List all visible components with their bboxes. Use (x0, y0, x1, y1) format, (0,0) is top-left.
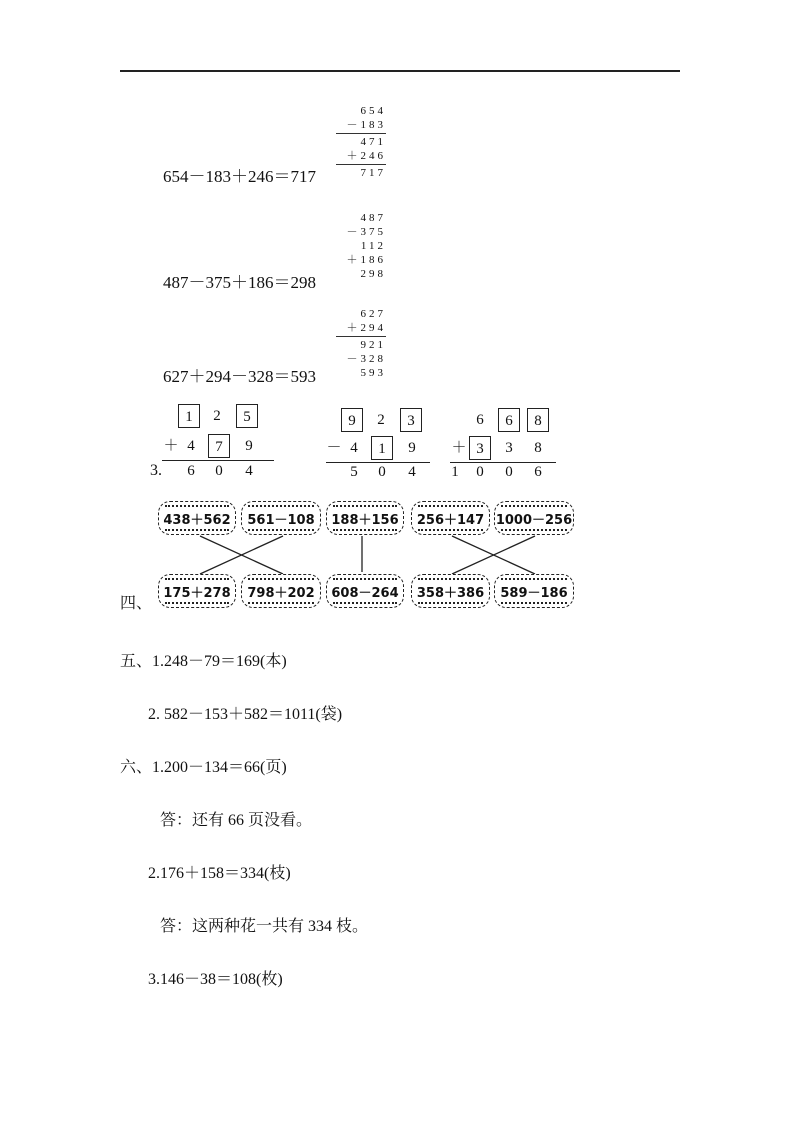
equation-3: 627＋294－328＝593 (163, 367, 316, 386)
digit: 0 (378, 464, 386, 480)
answer-box: 1 (178, 404, 200, 428)
expression-card: 561－108 (241, 501, 321, 535)
expression-card: 1000－256 (494, 501, 574, 535)
digit: 9 (245, 438, 253, 454)
calc-row: 654 (360, 105, 386, 117)
answer-box: 5 (236, 404, 258, 428)
expression-card: 175＋278 (158, 574, 236, 608)
digit: 6 (534, 464, 542, 480)
digit: 6 (476, 412, 484, 428)
expression-card: 589－186 (494, 574, 574, 608)
calc-row: 717 (360, 167, 386, 179)
operator: ＋ (163, 438, 179, 454)
digit: 0 (476, 464, 484, 480)
digit: 2 (213, 408, 221, 424)
answer-box: 3 (400, 408, 422, 432)
section-6-question-1: 六、1.200－134＝66(页) (120, 759, 287, 776)
expression-card: 358＋386 (411, 574, 490, 608)
section-5-question-2: 2. 582－153＋582＝1011(袋) (148, 706, 343, 723)
answer-box: 9 (341, 408, 363, 432)
calc-row: 298 (360, 268, 386, 280)
calc-row: 471 (360, 136, 386, 148)
expression-card: 188＋156 (326, 501, 404, 535)
calc-row: －328 (346, 353, 386, 365)
digit: 6 (187, 463, 195, 479)
digit: 4 (350, 440, 358, 456)
expression-card: 798＋202 (241, 574, 321, 608)
digit: 0 (215, 463, 223, 479)
calc-row: 593 (360, 367, 386, 379)
operator: ＋ (451, 440, 467, 456)
calc-row: 627 (360, 308, 386, 320)
digit: 2 (377, 412, 385, 428)
digit: 5 (350, 464, 358, 480)
expression-card: 256＋147 (411, 501, 490, 535)
equation-2: 487－375＋186＝298 (163, 273, 316, 292)
calc-row: ＋246 (346, 150, 386, 162)
section-6-question-2: 2.176＋158＝334(枝) (148, 865, 291, 882)
digit: 4 (408, 464, 416, 480)
digit: 8 (534, 440, 542, 456)
calc-row: ＋294 (346, 322, 386, 334)
answer-box: 6 (498, 408, 520, 432)
expression-card: 438＋562 (158, 501, 236, 535)
calc-row: －375 (346, 226, 386, 238)
answer-box: 8 (527, 408, 549, 432)
expression-card: 608－264 (326, 574, 404, 608)
calc-row: ＋186 (346, 254, 386, 266)
section-3-label: 3. (150, 462, 162, 479)
section-6-question-3: 3.146－38＝108(枚) (148, 971, 283, 988)
answer-box: 7 (208, 434, 230, 458)
digit: 3 (505, 440, 513, 456)
answer-box: 3 (469, 436, 491, 460)
equation-1: 654－183＋246＝717 (163, 167, 316, 186)
digit: 1 (451, 464, 459, 480)
calc-row: 487 (360, 212, 386, 224)
answer-box: 1 (371, 436, 393, 460)
section-5-question-1: 五、1.248－79＝169(本) (120, 653, 287, 670)
digit: 9 (408, 440, 416, 456)
calc-row: －183 (346, 119, 386, 131)
calc-row: 112 (360, 240, 386, 252)
section-6-answer-1: 答：还有 66 页没看。 (160, 812, 313, 829)
operator: － (326, 440, 342, 456)
section-4-label: 四、 (120, 595, 153, 612)
digit: 0 (505, 464, 513, 480)
section-6-answer-2: 答：这两种花一共有 334 枝。 (160, 918, 369, 935)
digit: 4 (187, 438, 195, 454)
calc-row: 921 (360, 339, 386, 351)
digit: 4 (245, 463, 253, 479)
